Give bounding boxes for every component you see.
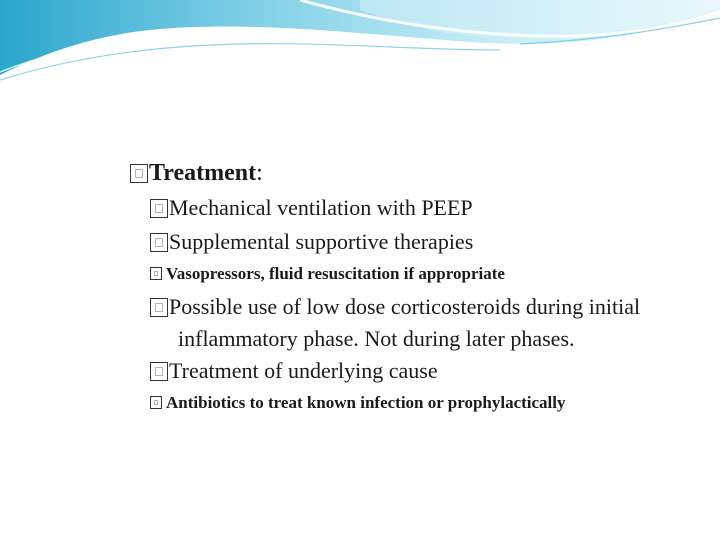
- bullet-continuation: [178, 326, 575, 352]
- bullet-glyph-icon: [150, 396, 162, 409]
- bullet-item: [150, 195, 473, 221]
- bullet-glyph-icon: [150, 267, 162, 280]
- slide-title: Treatment: [149, 160, 257, 186]
- bullet-glyph-icon: [150, 233, 168, 252]
- heading-line: [130, 160, 263, 187]
- sub-bullet-text: Vasopressors, fluid resuscitation if appropriate: [166, 264, 505, 283]
- bullet-text: Treatment of underlying cause: [169, 358, 438, 383]
- bullet-glyph-icon: [130, 164, 148, 183]
- bullet-item: [150, 294, 640, 320]
- bullet-glyph-icon: [150, 362, 168, 381]
- sub-bullet-item: [150, 393, 566, 413]
- bullet-item: [150, 229, 473, 255]
- sub-bullet-text: Antibiotics to treat known infection or prophylactically: [166, 393, 566, 412]
- bullet-text-continued: inflammatory phase. Not during later phases.: [178, 326, 575, 351]
- bullet-item: [150, 358, 438, 384]
- bullet-text: Mechanical ventilation with PEEP: [169, 195, 473, 220]
- bullet-glyph-icon: [150, 199, 168, 218]
- bullet-text: Possible use of low dose corticosteroids during initial: [169, 294, 641, 319]
- title-colon: :: [256, 160, 263, 186]
- sub-bullet-item: [150, 264, 505, 284]
- bullet-glyph-icon: [150, 298, 168, 317]
- bullet-text: Supplemental supportive therapies: [169, 229, 474, 254]
